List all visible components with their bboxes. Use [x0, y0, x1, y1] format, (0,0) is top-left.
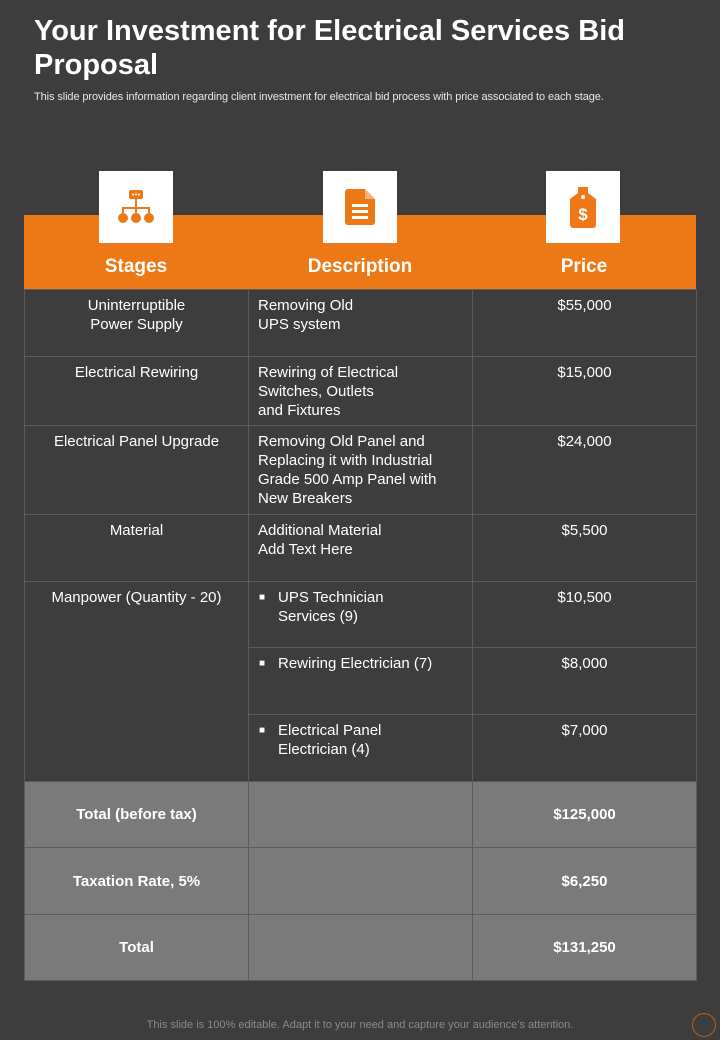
stage-cell: Material — [25, 515, 249, 582]
stage-cell: Electrical Panel Upgrade — [25, 426, 249, 515]
price-cell: $15,000 — [473, 357, 697, 426]
table-row — [25, 290, 697, 357]
price-cell: $5,500 — [473, 515, 697, 582]
column-header-price: Price — [560, 256, 608, 277]
grand-total-row — [25, 915, 697, 981]
list-item: ■ Electrical Panel Electrician (4) — [259, 722, 382, 758]
bid-table — [24, 289, 697, 981]
svg-text:$: $ — [578, 205, 588, 224]
column-header-description: Description — [307, 256, 413, 277]
bullet-icon: ■ — [259, 725, 266, 736]
price-icon-box — [546, 171, 620, 243]
grand-total-label: Total — [25, 915, 249, 981]
tax-label: Taxation Rate, 5% — [25, 848, 249, 915]
corner-circle-decoration — [692, 1013, 716, 1037]
bullet-icon: ■ — [259, 658, 266, 669]
price-cell: $10,500 — [473, 582, 697, 648]
list-item: ■ Rewiring Electrician (7) — [259, 655, 433, 672]
total-before-tax-value: $125,000 — [473, 782, 697, 848]
table-row — [25, 515, 697, 582]
grand-total-value: $131,250 — [473, 915, 697, 981]
empty-cell — [249, 915, 473, 981]
description-cell — [249, 648, 473, 715]
description-icon-box — [323, 171, 397, 243]
document-icon — [345, 189, 375, 225]
price-cell: $7,000 — [473, 715, 697, 782]
stages-icon-box — [99, 171, 173, 243]
stage-cell: Uninterruptible Power Supply — [25, 290, 249, 357]
footer-note: This slide is 100% editable. Adapt it to your need and capture your audience’s attention. — [146, 1019, 574, 1031]
description-cell: Rewiring of Electrical Switches, Outlets and Fixtures — [249, 357, 473, 426]
description-cell: Additional Material Add Text Here — [249, 515, 473, 582]
table-row — [25, 426, 697, 515]
column-header-stages: Stages — [104, 256, 168, 277]
hierarchy-icon — [114, 188, 158, 226]
empty-cell — [249, 782, 473, 848]
description-cell — [249, 715, 473, 782]
description-cell — [249, 582, 473, 648]
price-tag-icon — [568, 185, 598, 229]
price-cell: $24,000 — [473, 426, 697, 515]
table-row — [25, 582, 697, 648]
tax-value: $6,250 — [473, 848, 697, 915]
table-row — [25, 357, 697, 426]
list-item: ■ UPS Technician Services (9) — [259, 589, 384, 625]
description-cell: Removing Old UPS system — [249, 290, 473, 357]
manpower-stage-cell: Manpower (Quantity - 20) — [25, 582, 249, 782]
description-cell: Removing Old Panel and Replacing it with Industrial Grade 500 Amp Panel with New Breakers — [249, 426, 473, 515]
empty-cell — [249, 848, 473, 915]
price-cell: $55,000 — [473, 290, 697, 357]
page-title: Your Investment for Electrical Services Bid Proposal — [34, 15, 625, 81]
total-before-tax-label: Total (before tax) — [25, 782, 249, 848]
total-before-tax-row — [25, 782, 697, 848]
page-subtitle: This slide provides information regarding client investment for electrical bid process with price associated to each stage. — [34, 91, 604, 103]
tax-row — [25, 848, 697, 915]
price-cell: $8,000 — [473, 648, 697, 715]
bullet-icon: ■ — [259, 592, 266, 603]
stage-cell: Electrical Rewiring — [25, 357, 249, 426]
